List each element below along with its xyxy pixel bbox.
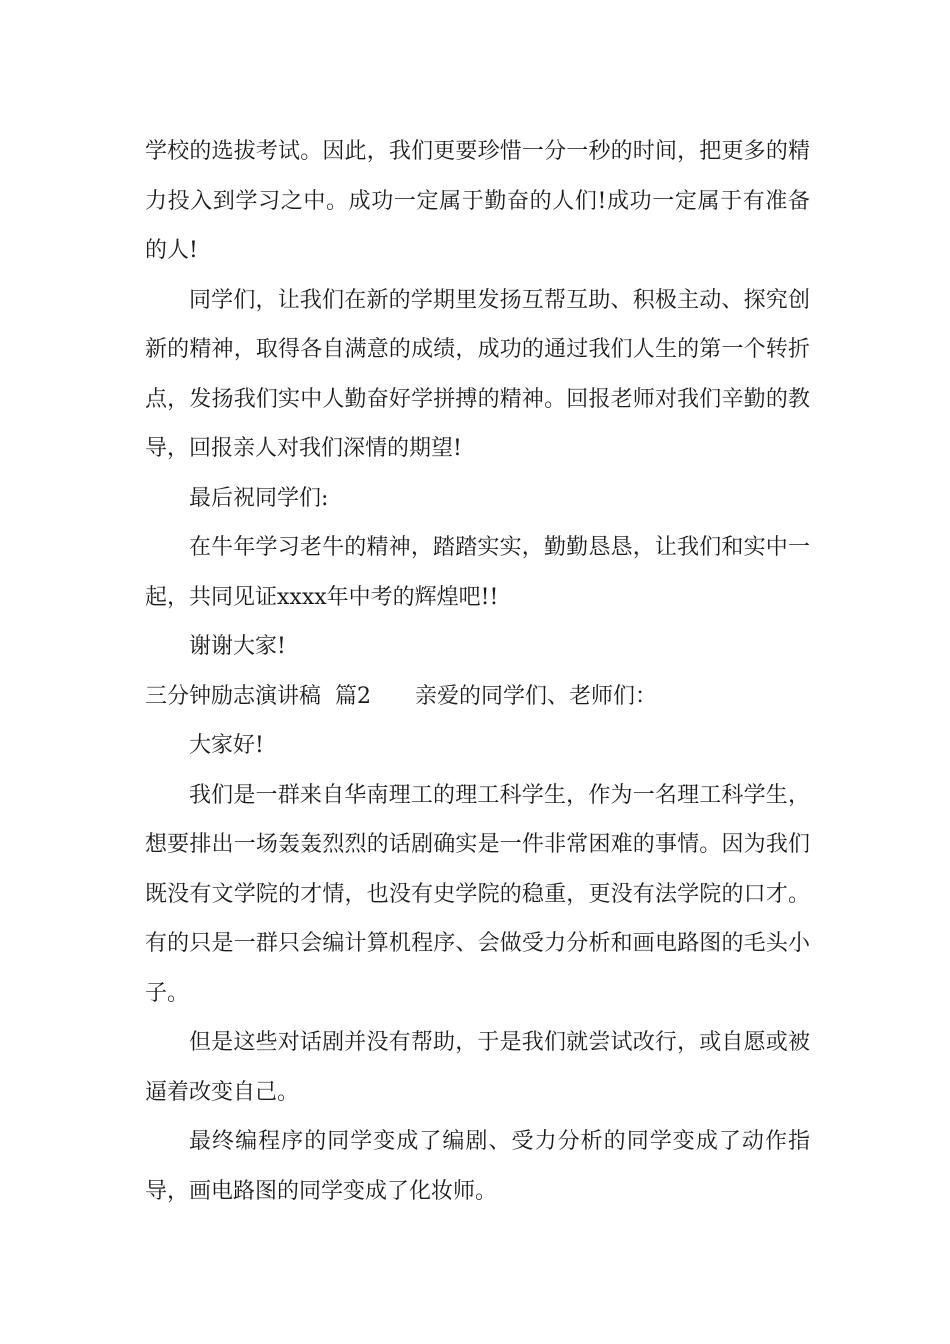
- paragraph: 最后祝同学们:: [189, 485, 329, 511]
- paragraph: 大家好!: [189, 733, 264, 758]
- section-heading-line: [145, 672, 810, 722]
- paragraph: 谢谢大家!: [189, 634, 286, 659]
- section-title: 三分钟励志演讲稿 篇2: [145, 683, 371, 709]
- paragraph: 最终编程序的同学变成了编剧、受力分析的同学变成了动作指导，画电路图的同学变成了化妆师。: [145, 1129, 810, 1204]
- paragraph: 同学们，让我们在新的学期里发扬互帮互助、积极主动、探究创新的精神，取得各自满意的成绩，成功的通过我们人生的第一个转折点，发扬我们实中人勤奋好学拼搏的精神。回报老师对我们辛勤的教导，回报亲人对我们深情的期望!: [145, 287, 810, 461]
- paragraph: 但是这些对话剧并没有帮助，于是我们就尝试改行，或自愿或被逼着改变自己。: [145, 1030, 810, 1105]
- paragraph: 在牛年学习老牛的精神，踏踏实实，勤勤恳恳，让我们和实中一起，共同见证xxxx年中考的辉煌吧!!: [145, 535, 810, 610]
- paragraph: 我们是一群来自华南理工的理工科学生，作为一名理工科学生，想要排出一场轰轰烈烈的话剧确实是一件非常困难的事情。因为我们既没有文学院的才情，也没有史学院的稳重，更没有法学院的口才。有的只是一群只会编计算机程序、会做受力分析和画电路图的毛头小子。: [145, 782, 810, 1006]
- paragraph: 学校的选拔考试。因此，我们更要珍惜一分一秒的时间，把更多的精力投入到学习之中。成功一定属于勤奋的人们!成功一定属于有准备的人!: [145, 139, 810, 263]
- salutation: 亲爱的同学们、老师们：: [414, 683, 657, 709]
- document-body: [145, 127, 810, 1216]
